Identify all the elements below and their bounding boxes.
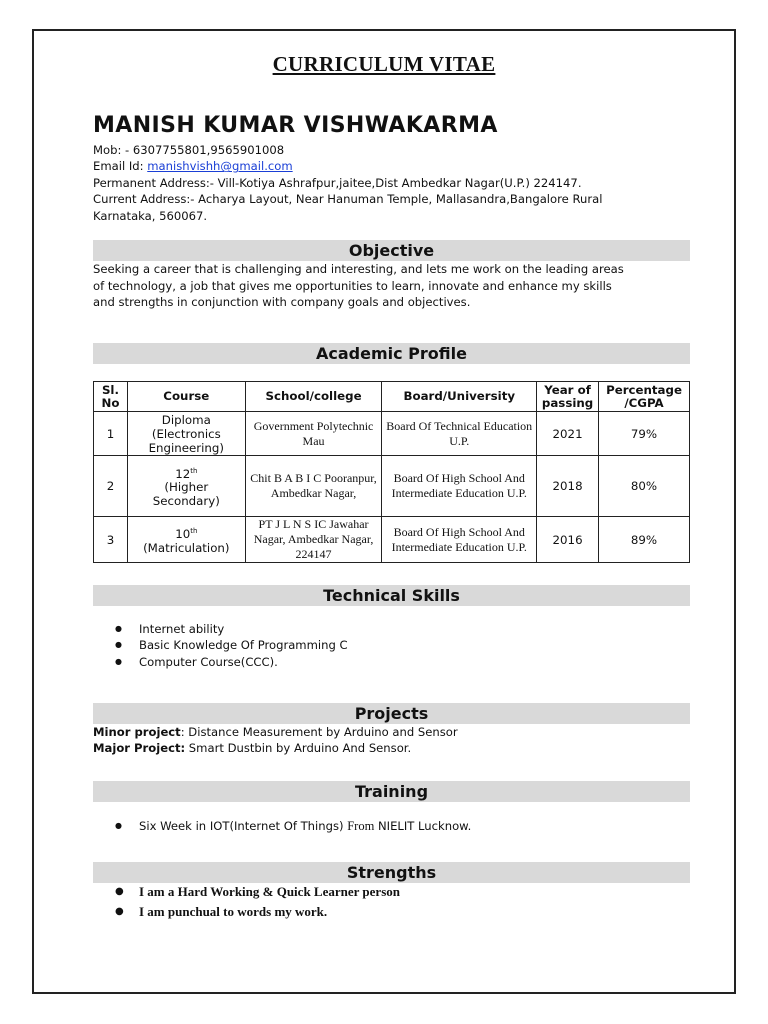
mobile-line	[93, 142, 693, 158]
academic-table	[93, 381, 690, 563]
list-item: ● I am a Hard Working & Quick Learner person	[93, 882, 400, 902]
cell-school: Chit B A B I C Pooranpur, Ambedkar Nagar,	[245, 456, 382, 517]
training-list	[93, 818, 471, 834]
candidate-name: MANISH KUMAR VISHWAKARMA	[93, 113, 498, 138]
header-percentage: Percentage /CGPA	[599, 382, 690, 412]
cell-board: Board Of Technical Education U.P.	[382, 412, 537, 456]
email-line	[93, 158, 693, 174]
cell-course	[127, 456, 245, 517]
email-link[interactable]: manishvishh@gmail.com	[147, 159, 293, 174]
technical-skills-heading: Technical Skills	[93, 585, 690, 606]
mobile-value: 6307755801,9565901008	[132, 143, 285, 157]
technical-skills-list	[93, 621, 348, 670]
projects-block	[93, 724, 458, 757]
cell-board: Board Of High School And Intermediate Education U.P.	[382, 456, 537, 517]
strengths-heading: Strengths	[93, 862, 690, 883]
header-board: Board/University	[382, 382, 537, 412]
objective-text	[93, 261, 693, 311]
document-title: CURRICULUM VITAE	[272, 52, 496, 76]
course-level: (Higher Secondary)	[152, 480, 220, 509]
course-suffix: th	[190, 466, 198, 475]
email-label: Email Id:	[93, 159, 144, 174]
cell-course	[127, 517, 245, 563]
projects-heading: Projects	[93, 703, 690, 724]
course-suffix: th	[190, 527, 198, 536]
table-header-row	[94, 382, 690, 412]
list-item	[93, 818, 471, 834]
table-row	[94, 412, 690, 456]
cell-course: Diploma (Electronics Engineering)	[127, 412, 245, 456]
cell-percentage: 79%	[599, 412, 690, 456]
objective-line: Seeking a career that is challenging and interesting, and lets me work on the leading areas	[93, 262, 624, 276]
training-text-part2: From	[347, 819, 375, 833]
course-level: (Matriculation)	[143, 540, 230, 555]
cell-sl: 1	[94, 412, 128, 456]
table-row	[94, 517, 690, 563]
objective-heading: Objective	[93, 240, 690, 261]
table-row	[94, 456, 690, 517]
training-heading: Training	[93, 781, 690, 802]
current-address-line1: Current Address:- Acharya Layout, Near Hanuman Temple, Mallasandra,Bangalore Rural	[93, 192, 603, 207]
cell-year: 2018	[537, 456, 599, 517]
cell-percentage: 89%	[599, 517, 690, 563]
header-year: Year of passing	[537, 382, 599, 412]
minor-project-value: : Distance Measurement by Arduino and Sensor	[180, 725, 458, 739]
objective-line: and strengths in conjunction with company goals and objectives.	[93, 295, 471, 310]
course-grade: 12	[175, 466, 191, 481]
list-item: ● I am punchual to words my work.	[93, 902, 400, 922]
major-project-line	[93, 740, 458, 756]
minor-project-line	[93, 724, 458, 740]
header-course: Course	[127, 382, 245, 412]
mobile-label: Mob: -	[93, 143, 130, 157]
permanent-address: Permanent Address:- Vill-Kotiya Ashrafpur,jaitee,Dist Ambedkar Nagar(U.P.) 224147.	[93, 175, 582, 190]
list-item: ● Basic Knowledge Of Programming C	[93, 637, 348, 653]
cell-percentage: 80%	[599, 456, 690, 517]
cell-sl: 3	[94, 517, 128, 563]
cell-board: Board Of High School And Intermediate Education U.P.	[382, 517, 537, 563]
major-project-value: Smart Dustbin by Arduino And Sensor.	[185, 741, 412, 756]
current-address-line2: Karnataka, 560067.	[93, 208, 208, 223]
minor-project-label: Minor project	[93, 725, 181, 739]
strengths-list	[93, 882, 400, 922]
cell-school: PT J L N S IC Jawahar Nagar, Ambedkar Nagar, 224147	[245, 517, 382, 563]
training-text-part1: Six Week in IOT(Internet Of Things)	[139, 819, 348, 833]
cell-year: 2016	[537, 517, 599, 563]
header-sl-no: Sl. No	[94, 382, 128, 412]
contact-block	[93, 142, 693, 224]
objective-line: of technology, a job that gives me opportunities to learn, innovate and enhance my skills	[93, 278, 612, 293]
header-school: School/college	[245, 382, 382, 412]
list-item: ● Internet ability	[93, 621, 348, 637]
cell-sl: 2	[94, 456, 128, 517]
major-project-label: Major Project:	[93, 741, 186, 756]
academic-heading: Academic Profile	[93, 343, 690, 364]
cell-year: 2021	[537, 412, 599, 456]
cell-school: Government Polytechnic Mau	[245, 412, 382, 456]
training-text-part3: NIELIT Lucknow.	[374, 819, 472, 833]
list-item: ● Computer Course(CCC).	[93, 654, 348, 670]
course-grade: 10	[175, 526, 191, 541]
